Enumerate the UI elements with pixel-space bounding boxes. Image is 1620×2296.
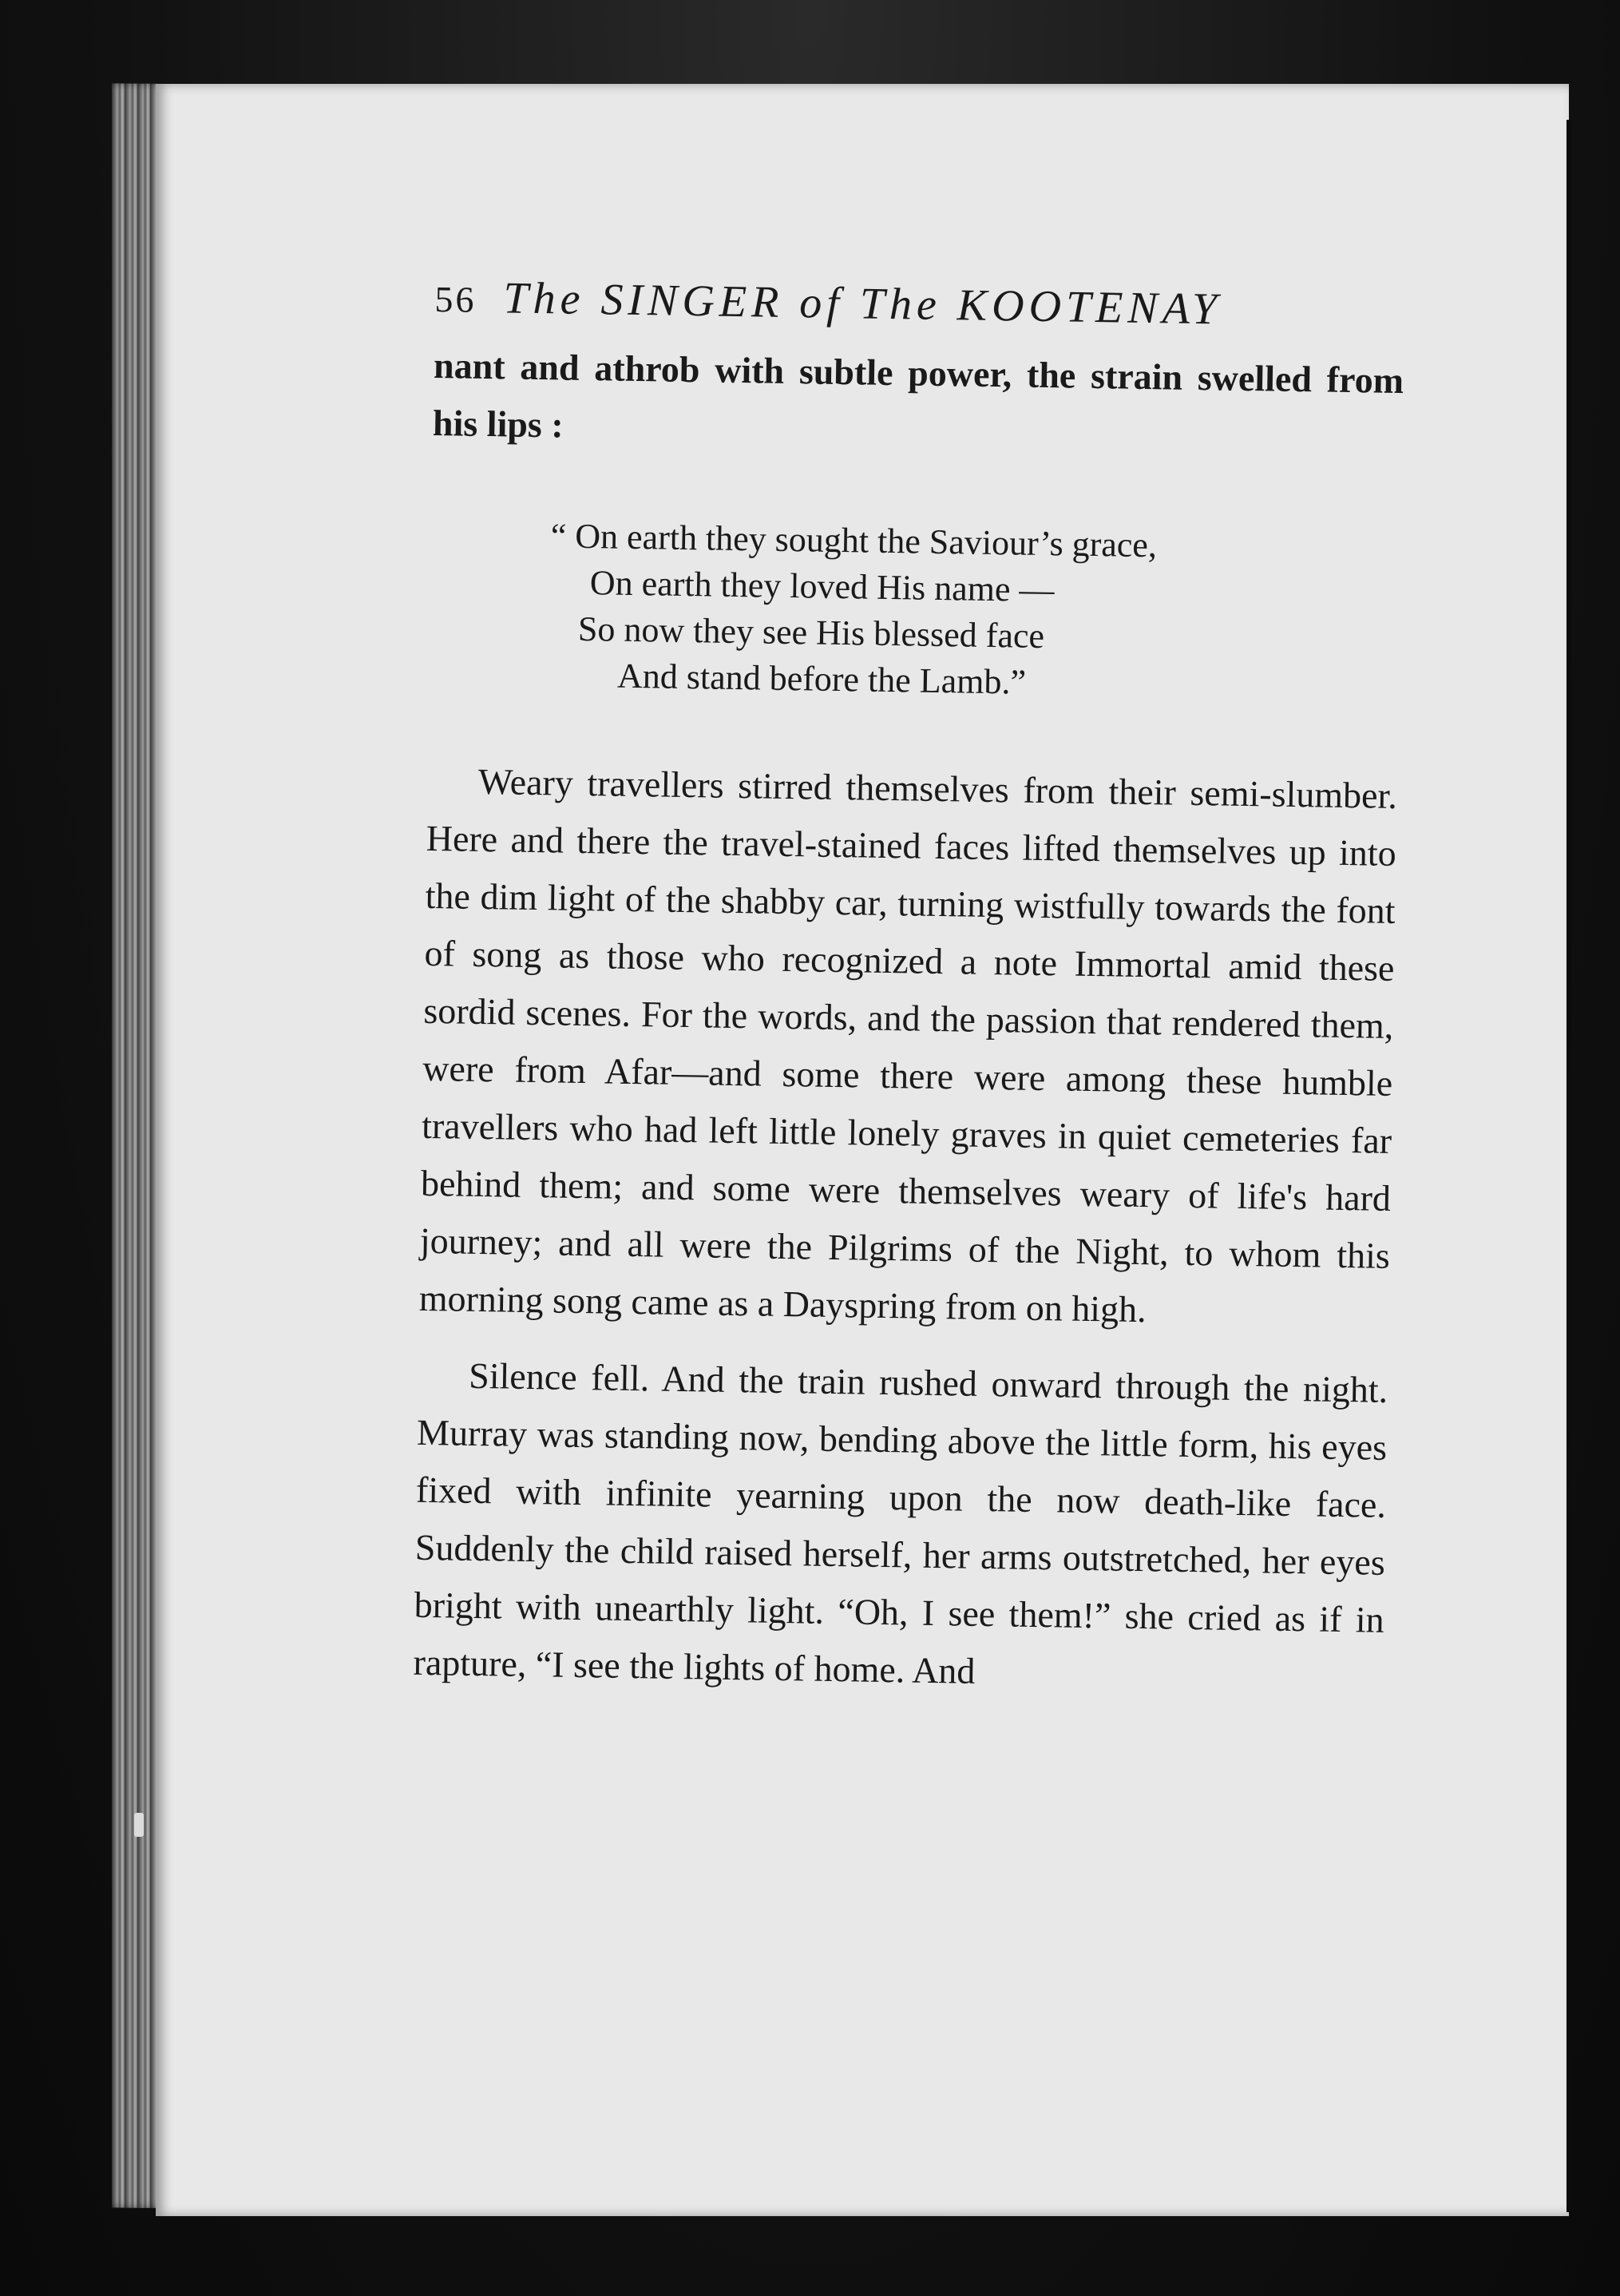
verse-block [549,513,1402,712]
paragraph-1: nant and athrob with subtle power, the strain swelled from his lips : [432,344,1404,446]
page-number: 56 [434,278,477,320]
paragraph-3: Silence fell. And the train rushed onward through the night. Murray was standing now, bending above the little form, his eyes fixed with infinite yearning upon the now death-like face. Suddenly the child raised herself, her arms outstretched, her eyes bright with unearthly light. “Oh, I see them!” she cried as if in rapture, “I see the lights of home. And [413,1354,1388,1691]
page-edge-mark [134,1813,144,1837]
running-title: The SINGER of The KOOTENAY [502,273,1222,335]
verse-line-4: And stand before the Lamb.” [616,656,1027,702]
verse-line-2: On earth they loved His name — [589,563,1055,610]
page-content [413,272,1405,1707]
paragraph-2: Weary travellers stirred themselves from their semi-slumber. Here and there the travel-stained faces lifted themselves up into the dim light of the shabby car, turning wistfully towards the font of song as those who recognized a note Immortal amid these sordid scenes. For the words, and the passion that rendered them, were from Afar—and some there were among these humble travellers who had left little lonely graves in quiet cemeteries far behind them; and some were themselves weary of life's hard journey; and all were the Pilgrims of the Night, to whom this morning song came as a Dayspring from on high. [418,760,1398,1330]
verse-line-3: So now they see His blessed face [577,609,1045,656]
verse-line-1: “ On earth they sought the Saviour’s grace, [550,516,1158,565]
page-right-edge [1567,120,1571,2212]
